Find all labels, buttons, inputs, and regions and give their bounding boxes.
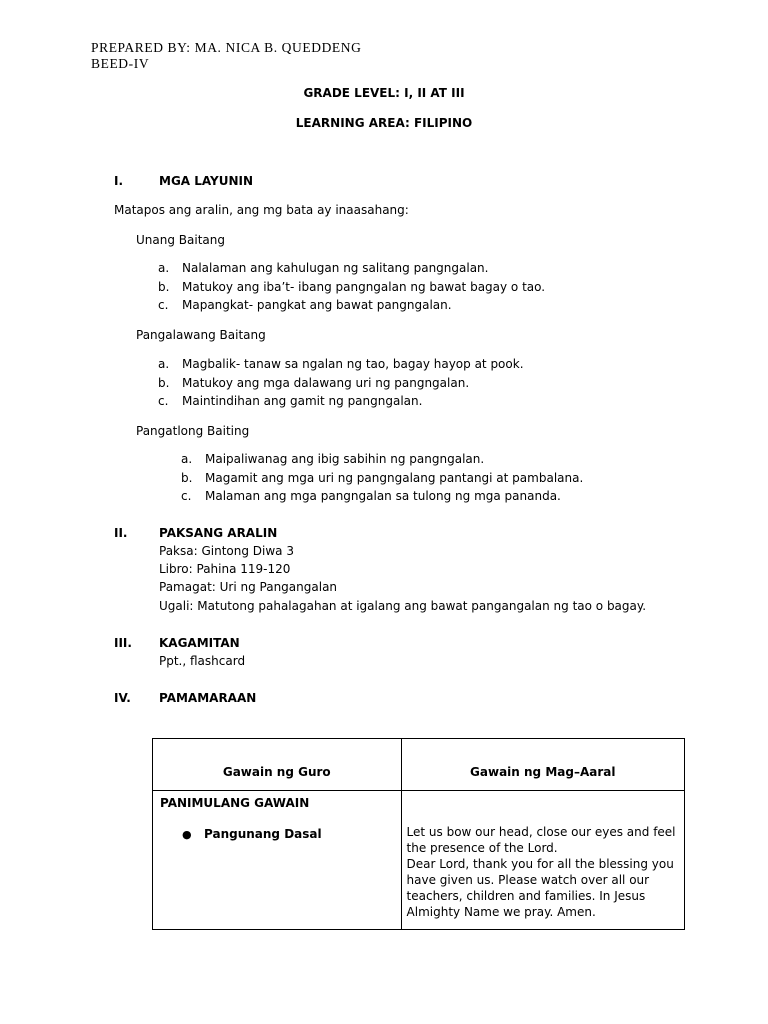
pamagat-line: Pamagat: Uri ng Pangangalan <box>159 580 338 594</box>
section1-intro: Matapos ang aralin, ang mg bata ay inaasahang: <box>114 203 409 217</box>
item-text: Malaman ang mga pangngalan sa tulong ng mga pananda. <box>205 489 561 503</box>
bullet-item: Pangunang Dasal <box>204 827 322 841</box>
group3-title: Pangatlong Baiting <box>136 424 250 438</box>
group2-list <box>158 355 658 411</box>
group2-title: Pangalawang Baitang <box>136 328 266 342</box>
learning-area: LEARNING AREA: FILIPINO <box>295 116 473 130</box>
item-text: Maipaliwanag ang ibig sabihin ng pangngalan. <box>205 452 485 466</box>
list-item <box>158 296 658 315</box>
item-letter: c. <box>158 298 169 312</box>
list-item <box>158 259 658 278</box>
row-title: PANIMULANG GAWAIN <box>160 796 310 810</box>
paksa-line: Paksa: Gintong Diwa 3 <box>159 544 294 558</box>
prepared-by: PREPARED BY: MA. NICA B. QUEDDENG <box>91 40 362 55</box>
student-line: Almighty Name we pray. Amen. <box>406 905 596 919</box>
libro-line: Libro: Pahina 119-120 <box>159 562 291 576</box>
teacher-column-header: Gawain ng Guro <box>222 764 331 779</box>
table-cell <box>153 791 402 930</box>
table-header-cell <box>153 739 402 791</box>
section3-numeral: III. <box>114 636 132 650</box>
section4-numeral: IV. <box>114 691 131 705</box>
item-text: Matukoy ang iba’t- ibang pangngalan ng bawat bagay o tao. <box>182 279 546 294</box>
ugali-line: Ugali: Matutong pahalagahan at igalang ang bawat pangangalan ng tao o bagay. <box>159 599 647 613</box>
course-label: BEED-IV <box>91 56 150 71</box>
materials-line: Ppt., flashcard <box>159 654 246 668</box>
item-text: Nalalaman ang kahulugan ng salitang pangngalan. <box>182 261 489 275</box>
bullet-icon: ● <box>182 828 192 841</box>
student-line: the presence of the Lord. <box>406 841 558 855</box>
item-letter: a. <box>181 452 193 466</box>
section1-numeral: I. <box>114 174 124 188</box>
list-item <box>158 355 658 374</box>
item-letter: c. <box>181 489 192 503</box>
group1-list <box>158 259 658 315</box>
group1-title: Unang Baitang <box>136 233 225 247</box>
item-letter: c. <box>158 394 169 408</box>
item-letter: b. <box>158 279 170 294</box>
table-header-cell <box>401 739 684 791</box>
item-letter: a. <box>158 261 170 275</box>
item-text: Magbalik- tanaw sa ngalan ng tao, bagay hayop at pook. <box>182 357 524 371</box>
section2-numeral: II. <box>114 526 128 540</box>
list-item <box>181 487 681 506</box>
grade-level: GRADE LEVEL: I, II AT III <box>303 86 465 100</box>
item-letter: a. <box>158 357 170 371</box>
item-text: Mapangkat- pangkat ang bawat pangngalan. <box>182 298 452 312</box>
item-letter: b. <box>158 375 170 390</box>
table-header-row <box>153 739 685 791</box>
list-item <box>158 374 658 393</box>
section3-title: KAGAMITAN <box>159 636 240 650</box>
section4-title: PAMAMARAAN <box>159 691 257 705</box>
student-line: teachers, children and families. In Jesus <box>406 889 646 903</box>
student-line: Let us bow our head, close our eyes and feel <box>406 825 676 839</box>
table-cell <box>401 791 684 930</box>
section2-title: PAKSANG ARALIN <box>159 526 278 540</box>
student-column-header: Gawain ng Mag–Aaral <box>470 764 616 779</box>
list-item <box>158 278 658 297</box>
section1-title: MGA LAYUNIN <box>159 174 254 188</box>
group3-list <box>181 450 681 506</box>
item-text: Matukoy ang mga dalawang uri ng pangngalan. <box>182 375 470 390</box>
list-item <box>181 450 681 469</box>
procedure-table <box>152 738 685 930</box>
student-line: have given us. Please watch over all our <box>406 873 650 887</box>
list-item <box>181 469 681 488</box>
student-line: Dear Lord, thank you for all the blessing you <box>406 857 674 871</box>
table-row <box>153 791 685 930</box>
list-item <box>158 392 658 411</box>
item-text: Maintindihan ang gamit ng pangngalan. <box>182 394 423 408</box>
item-letter: b. <box>181 470 193 485</box>
item-text: Magamit ang mga uri ng pangngalang pantangi at pambalana. <box>205 470 584 485</box>
